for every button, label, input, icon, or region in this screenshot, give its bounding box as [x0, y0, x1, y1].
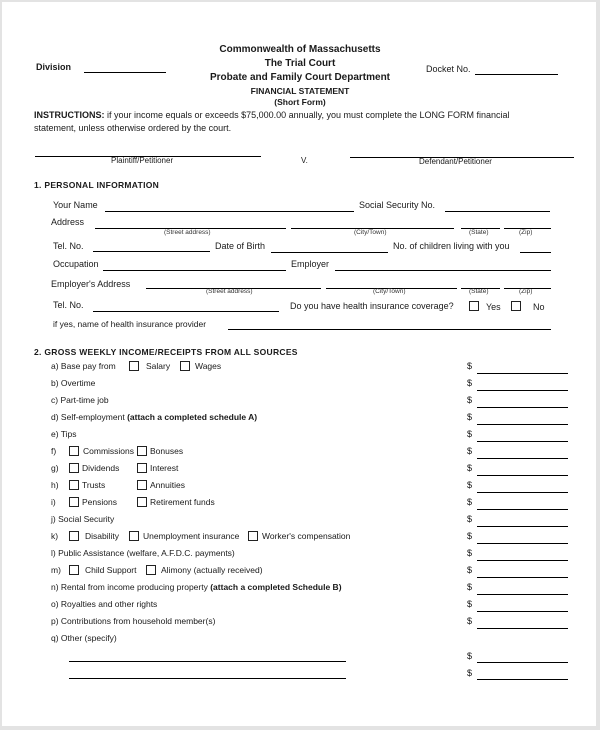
currency-k: $: [467, 531, 473, 541]
employer-zip-hint: (Zip): [519, 288, 533, 295]
insurance-yes-checkbox[interactable]: [469, 301, 479, 311]
trusts-label: Trusts: [82, 480, 106, 490]
street-hint: (Street address): [164, 229, 211, 236]
versus-label: V.: [301, 156, 308, 165]
amount-b-field[interactable]: [477, 379, 568, 391]
row-l-label: l) Public Assistance (welfare, A.F.D.C. payments): [51, 548, 235, 558]
row-m-label: m): [51, 565, 61, 575]
state-field[interactable]: [461, 217, 500, 229]
amount-h-field[interactable]: [477, 481, 568, 493]
occupation-label: Occupation: [53, 259, 99, 269]
ssn-field[interactable]: [445, 200, 550, 212]
pensions-checkbox[interactable]: [69, 497, 79, 507]
other-specify-field-1[interactable]: [69, 650, 346, 662]
employer-address-label: Employer's Address: [51, 279, 131, 289]
plaintiff-label: Plaintiff/Petitioner: [111, 156, 174, 165]
alimony-label: Alimony (actually received): [161, 565, 263, 575]
instructions-label: INSTRUCTIONS:: [34, 110, 105, 120]
row-e-label: e) Tips: [51, 429, 77, 439]
currency-q1: $: [467, 651, 473, 661]
header-trial-court: The Trial Court: [264, 58, 336, 69]
instructions-text-2: statement, unless otherwise ordered by the court.: [34, 123, 232, 133]
salary-label: Salary: [146, 361, 171, 371]
currency-l: $: [467, 548, 473, 558]
disability-label: Disability: [85, 531, 120, 541]
annuities-label: Annuities: [150, 480, 185, 490]
zip-field[interactable]: [504, 217, 551, 229]
division-field[interactable]: [84, 61, 166, 73]
trusts-checkbox[interactable]: [69, 480, 79, 490]
amount-e-field[interactable]: [477, 430, 568, 442]
row-q-label: q) Other (specify): [51, 633, 117, 643]
tel-label: Tel. No.: [53, 241, 84, 251]
child-support-label: Child Support: [85, 565, 137, 575]
dob-field[interactable]: [271, 241, 388, 253]
amount-q2-field[interactable]: [477, 668, 568, 680]
docket-label: Docket No.: [426, 64, 471, 74]
amount-f-field[interactable]: [477, 447, 568, 459]
commissions-label: Commissions: [83, 446, 135, 456]
street-address-field[interactable]: [95, 217, 286, 229]
zip-hint: (Zip): [519, 229, 533, 236]
section2-title: 2. GROSS WEEKLY INCOME/RECEIPTS FROM ALL SOURCES: [34, 347, 298, 357]
children-field[interactable]: [520, 241, 551, 253]
unemployment-label: Unemployment insurance: [143, 531, 240, 541]
currency-b: $: [467, 378, 473, 388]
bonuses-checkbox[interactable]: [137, 446, 147, 456]
unemployment-checkbox[interactable]: [129, 531, 139, 541]
interest-checkbox[interactable]: [137, 463, 147, 473]
retirement-funds-label: Retirement funds: [150, 497, 215, 507]
row-d-text: d) Self-employment: [51, 412, 128, 422]
currency-g: $: [467, 463, 473, 473]
your-name-label: Your Name: [53, 200, 98, 210]
amount-i-field[interactable]: [477, 498, 568, 510]
currency-e: $: [467, 429, 473, 439]
children-label: No. of children living with you: [393, 241, 510, 251]
currency-f: $: [467, 446, 473, 456]
amount-d-field[interactable]: [477, 413, 568, 425]
tel2-label: Tel. No.: [53, 300, 84, 310]
row-d-bold-note: (attach a completed schedule A): [127, 412, 258, 422]
insurance-no-checkbox[interactable]: [511, 301, 521, 311]
row-d-label: [51, 412, 257, 423]
amount-g-field[interactable]: [477, 464, 568, 476]
section1-title: 1. PERSONAL INFORMATION: [34, 180, 160, 190]
pensions-label: Pensions: [82, 497, 117, 507]
row-p-label: p) Contributions from household member(s): [51, 616, 216, 626]
salary-checkbox[interactable]: [129, 361, 139, 371]
row-n-text: n) Rental from income producing property: [51, 582, 211, 592]
row-j-label: j) Social Security: [51, 514, 115, 524]
form-subtitle: (Short Form): [274, 97, 326, 107]
your-name-field[interactable]: [105, 200, 354, 212]
tel-field[interactable]: [93, 240, 210, 252]
annuities-checkbox[interactable]: [137, 480, 147, 490]
employer-street-hint: (Street address): [206, 288, 253, 295]
provider-label: if yes, name of health insurance provider: [53, 319, 207, 329]
city-hint: (City/Town): [354, 229, 387, 236]
dob-label: Date of Birth: [215, 241, 266, 251]
amount-k-field[interactable]: [477, 532, 568, 544]
docket-field[interactable]: [475, 63, 558, 75]
amount-p-field[interactable]: [477, 617, 568, 629]
instructions-text: if your income equals or exceeds $75,000.00 annually, you must complete the LONG FORM financial: [104, 110, 510, 120]
amount-a-field[interactable]: [477, 362, 568, 374]
employer-state-hint: (State): [469, 288, 489, 295]
row-o-label: o) Royalties and other rights: [51, 599, 158, 609]
other-specify-field-2[interactable]: [69, 667, 346, 679]
row-a-label: a) Base pay from: [51, 361, 116, 371]
form-title: FINANCIAL STATEMENT: [250, 86, 350, 96]
row-f-label: f): [51, 446, 57, 456]
row-g-label: g): [51, 463, 59, 473]
currency-o: $: [467, 599, 473, 609]
division-label: Division: [36, 62, 72, 72]
amount-o-field[interactable]: [477, 600, 568, 612]
header-department: Probate and Family Court Department: [209, 72, 391, 83]
child-support-checkbox[interactable]: [69, 565, 79, 575]
ssn-label: Social Security No.: [359, 200, 436, 210]
provider-field[interactable]: [228, 318, 551, 330]
city-field[interactable]: [291, 217, 454, 229]
row-b-label: b) Overtime: [51, 378, 96, 388]
defendant-label: Defendant/Petitioner: [419, 157, 492, 166]
disability-checkbox[interactable]: [69, 531, 79, 541]
amount-c-field[interactable]: [477, 396, 568, 408]
amount-q1-field[interactable]: [477, 651, 568, 663]
dividends-checkbox[interactable]: [69, 463, 79, 473]
currency-q2: $: [467, 668, 473, 678]
currency-c: $: [467, 395, 473, 405]
interest-label: Interest: [150, 463, 179, 473]
row-n-bold-note: (attach a completed Schedule B): [210, 582, 342, 592]
row-h-label: h): [51, 480, 59, 490]
currency-d: $: [467, 412, 473, 422]
currency-m: $: [467, 565, 473, 575]
dividends-label: Dividends: [82, 463, 120, 473]
alimony-checkbox[interactable]: [146, 565, 156, 575]
currency-j: $: [467, 514, 473, 524]
tel2-field[interactable]: [93, 300, 279, 312]
insurance-no-label: No: [533, 302, 545, 312]
amount-l-field[interactable]: [477, 549, 568, 561]
row-k-label: k): [51, 531, 59, 541]
occupation-field[interactable]: [103, 259, 286, 271]
amount-n-field[interactable]: [477, 583, 568, 595]
workers-comp-checkbox[interactable]: [248, 531, 258, 541]
currency-a: $: [467, 361, 473, 371]
workers-comp-label: Worker's compensation: [262, 531, 351, 541]
retirement-funds-checkbox[interactable]: [137, 497, 147, 507]
employer-city-hint: (City/Town): [373, 288, 406, 295]
insurance-question: Do you have health insurance coverage?: [290, 301, 454, 311]
row-n-label: [51, 582, 342, 593]
wages-checkbox[interactable]: [180, 361, 190, 371]
commissions-checkbox[interactable]: [69, 446, 79, 456]
instructions: [34, 110, 510, 121]
currency-h: $: [467, 480, 473, 490]
employer-label: Employer: [291, 259, 330, 269]
row-i-label: i): [51, 497, 56, 507]
row-c-label: c) Part-time job: [51, 395, 109, 405]
currency-n: $: [467, 582, 473, 592]
currency-p: $: [467, 616, 473, 626]
currency-i: $: [467, 497, 473, 507]
header-commonwealth: Commonwealth of Massachusetts: [219, 44, 381, 55]
insurance-yes-label: Yes: [486, 302, 501, 312]
address-label: Address: [51, 217, 85, 227]
employer-field[interactable]: [335, 259, 551, 271]
bonuses-label: Bonuses: [150, 446, 184, 456]
wages-label: Wages: [195, 361, 222, 371]
amount-j-field[interactable]: [477, 515, 568, 527]
amount-m-field[interactable]: [477, 566, 568, 578]
state-hint: (State): [469, 229, 489, 236]
